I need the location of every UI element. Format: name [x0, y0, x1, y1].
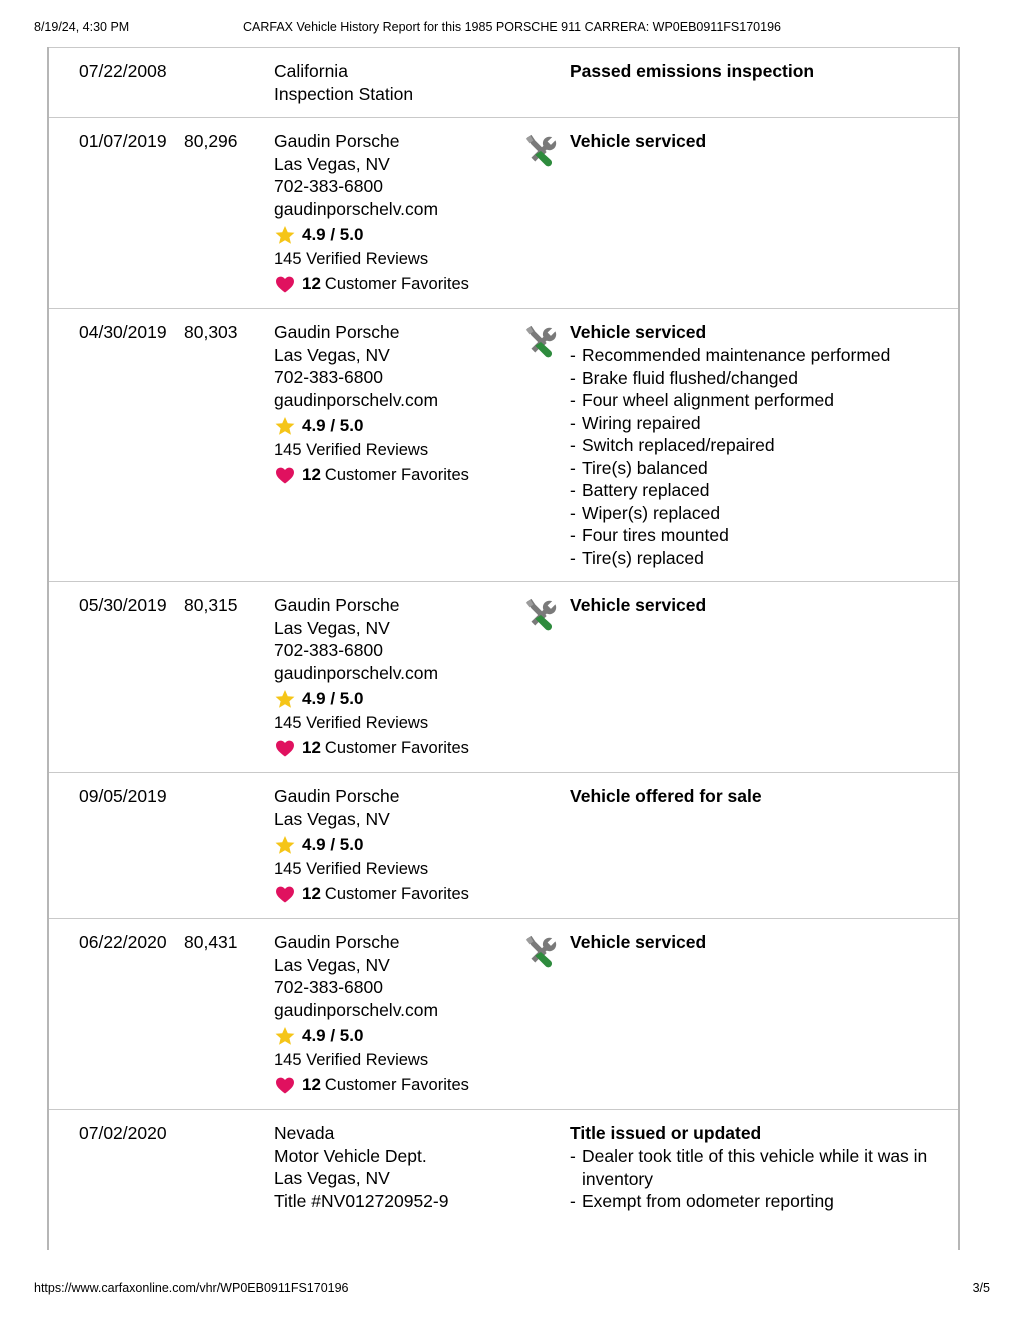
record-detail — [570, 128, 958, 296]
record-detail-item: - Wiring repaired — [570, 412, 701, 433]
record-detail — [570, 58, 958, 105]
dealer-rating — [274, 1024, 522, 1048]
dealer-rating — [274, 414, 522, 438]
dealer-reviews: 145 Verified Reviews — [274, 250, 429, 268]
record-detail-item: - Brake fluid flushed/changed — [570, 367, 798, 388]
record-odometer — [184, 1120, 274, 1213]
record-date: 05/30/2019 — [79, 595, 167, 615]
record-icon — [522, 929, 570, 1097]
record-source-line: gaudinporschelv.com — [274, 198, 439, 219]
wrench-screwdriver-icon — [522, 132, 570, 170]
record-source-line: Las Vegas, NV — [274, 808, 390, 829]
dash-marker: - — [570, 345, 576, 365]
history-record-list — [49, 47, 958, 1225]
heart-icon — [274, 464, 296, 486]
dealer-rating-value: 4.9 / 5.0 — [302, 224, 364, 244]
record-detail-item: - Recommended maintenance performed — [570, 345, 891, 365]
dash-marker: - — [570, 480, 576, 500]
history-record-row — [49, 309, 958, 582]
record-icon — [522, 592, 570, 760]
dash-marker: - — [570, 435, 576, 455]
record-source-line: Title #NV012720952-9 — [274, 1190, 449, 1211]
record-icon — [522, 783, 570, 906]
dealer-favorites — [274, 736, 522, 760]
record-odometer — [184, 783, 274, 906]
history-record-row — [49, 773, 958, 919]
dash-marker: - — [570, 1191, 576, 1211]
wrench-screwdriver-icon — [522, 596, 570, 634]
record-date: 04/30/2019 — [79, 322, 167, 342]
record-source-line: 702-383-6800 — [274, 640, 383, 660]
dealer-favorites-label: Customer Favorites — [324, 738, 469, 757]
record-source-line: Nevada — [274, 1123, 335, 1143]
dealer-reviews: 145 Verified Reviews — [274, 1051, 429, 1069]
record-source-line: gaudinporschelv.com — [274, 389, 439, 410]
record-source — [274, 929, 522, 1097]
record-detail — [570, 783, 958, 906]
heart-icon — [274, 1074, 296, 1096]
star-icon — [274, 1025, 296, 1047]
heart-icon — [274, 883, 296, 905]
star-icon — [274, 834, 296, 856]
record-detail — [570, 319, 958, 569]
star-icon — [274, 224, 296, 246]
record-detail — [570, 592, 958, 760]
record-source-line: Gaudin Porsche — [274, 932, 400, 952]
record-source-line: 702-383-6800 — [274, 367, 383, 387]
dealer-favorites-count: 12 — [302, 737, 321, 757]
record-odometer: 80,431 — [184, 932, 238, 952]
dealer-favorites-count: 12 — [302, 464, 321, 484]
record-source-line: gaudinporschelv.com — [274, 662, 439, 683]
record-source-line: Gaudin Porsche — [274, 322, 400, 342]
dealer-favorites-count: 12 — [302, 883, 321, 903]
record-source-line: Gaudin Porsche — [274, 131, 400, 151]
record-date: 07/22/2008 — [79, 61, 167, 81]
record-source — [274, 592, 522, 760]
dash-marker: - — [570, 547, 576, 568]
heart-icon — [274, 737, 296, 759]
dealer-reviews: 145 Verified Reviews — [274, 441, 429, 459]
record-date: 09/05/2019 — [79, 786, 167, 806]
record-icon — [522, 128, 570, 296]
record-source — [274, 319, 522, 569]
record-detail-item: - Four tires mounted — [570, 525, 729, 545]
dealer-rating-value: 4.9 / 5.0 — [302, 415, 364, 435]
record-detail-item: - Wiper(s) replaced — [570, 502, 721, 523]
page-number: 3/5 — [972, 1281, 990, 1295]
record-source-line: 702-383-6800 — [274, 176, 383, 196]
record-detail-title: Title issued or updated — [570, 1123, 762, 1143]
record-detail-list — [570, 344, 958, 569]
history-record-row — [49, 118, 958, 309]
record-icon — [522, 1120, 570, 1213]
record-source-line: Las Vegas, NV — [274, 153, 390, 174]
page-footer — [0, 1281, 1024, 1299]
record-source-line: Las Vegas, NV — [274, 1168, 390, 1188]
record-source — [274, 58, 522, 105]
record-source-line: Las Vegas, NV — [274, 344, 390, 365]
record-source-line: Las Vegas, NV — [274, 617, 390, 638]
record-source-line: Motor Vehicle Dept. — [274, 1145, 427, 1166]
record-detail-title: Vehicle serviced — [570, 322, 707, 342]
record-detail — [570, 929, 958, 1097]
record-icon — [522, 319, 570, 569]
record-detail — [570, 1120, 958, 1213]
record-source-line: gaudinporschelv.com — [274, 999, 439, 1020]
dealer-rating — [274, 833, 522, 857]
record-detail-title: Vehicle serviced — [570, 595, 707, 615]
dealer-rating-value: 4.9 / 5.0 — [302, 834, 364, 854]
record-detail-title: Vehicle offered for sale — [570, 786, 762, 806]
page-header — [0, 20, 1024, 40]
record-date: 01/07/2019 — [79, 131, 167, 151]
dealer-favorites-label: Customer Favorites — [324, 465, 469, 484]
dash-marker: - — [570, 457, 576, 478]
dealer-reviews: 145 Verified Reviews — [274, 714, 429, 732]
dealer-rating — [274, 223, 522, 247]
dealer-rating-value: 4.9 / 5.0 — [302, 688, 364, 708]
wrench-screwdriver-icon — [522, 323, 570, 361]
star-icon — [274, 688, 296, 710]
dealer-favorites — [274, 463, 522, 487]
record-source — [274, 1120, 522, 1213]
record-detail-item: - Switch replaced/repaired — [570, 435, 775, 455]
dash-marker: - — [570, 367, 576, 388]
dealer-favorites — [274, 1073, 522, 1097]
record-detail-title: Vehicle serviced — [570, 131, 707, 151]
record-odometer: 80,315 — [184, 595, 238, 615]
record-detail-item: - Battery replaced — [570, 480, 710, 500]
record-detail-item: - Tire(s) replaced — [570, 547, 704, 568]
dealer-reviews: 145 Verified Reviews — [274, 860, 429, 878]
dealer-favorites-count: 12 — [302, 1074, 321, 1094]
dash-marker: - — [570, 412, 576, 433]
dealer-favorites — [274, 272, 522, 296]
dash-marker: - — [570, 1146, 576, 1166]
record-date: 06/22/2020 — [79, 932, 167, 952]
record-detail-item: - Tire(s) balanced — [570, 457, 708, 478]
dash-marker: - — [570, 390, 576, 410]
record-source-line: Gaudin Porsche — [274, 595, 400, 615]
print-timestamp: 8/19/24, 4:30 PM — [34, 20, 130, 34]
record-odometer — [184, 58, 274, 105]
record-detail-item: - Exempt from odometer reporting — [570, 1191, 834, 1211]
record-odometer: 80,303 — [184, 322, 238, 342]
report-title: CARFAX Vehicle History Report for this 1985 PORSCHE 911 CARRERA: WP0EB0911FS170196 — [243, 20, 781, 34]
record-detail-item: - Dealer took title of this vehicle while it was in inventory — [570, 1146, 928, 1189]
dealer-favorites-label: Customer Favorites — [324, 274, 469, 293]
dealer-rating-value: 4.9 / 5.0 — [302, 1025, 364, 1045]
dash-marker: - — [570, 525, 576, 545]
record-detail-list — [570, 1145, 958, 1213]
dash-marker: - — [570, 502, 576, 523]
record-date: 07/02/2020 — [79, 1123, 167, 1143]
heart-icon — [274, 273, 296, 295]
star-icon — [274, 415, 296, 437]
history-record-row — [49, 47, 958, 118]
record-odometer: 80,296 — [184, 131, 238, 151]
record-detail-title: Vehicle serviced — [570, 932, 707, 952]
record-source-line: 702-383-6800 — [274, 977, 383, 997]
dealer-favorites — [274, 882, 522, 906]
history-record-row — [49, 919, 958, 1110]
dealer-favorites-label: Customer Favorites — [324, 1075, 469, 1094]
record-source-line: Inspection Station — [274, 83, 414, 104]
vehicle-history-report — [47, 47, 960, 1250]
record-source-line: Las Vegas, NV — [274, 954, 390, 975]
record-source-line: California — [274, 61, 348, 81]
dealer-favorites-count: 12 — [302, 273, 321, 293]
history-record-row — [49, 582, 958, 773]
record-detail-title: Passed emissions inspection — [570, 61, 815, 81]
record-detail-item: - Four wheel alignment performed — [570, 390, 834, 410]
record-source — [274, 783, 522, 906]
wrench-screwdriver-icon — [522, 933, 570, 971]
dealer-rating — [274, 687, 522, 711]
record-source — [274, 128, 522, 296]
dealer-favorites-label: Customer Favorites — [324, 884, 469, 903]
history-record-row — [49, 1110, 958, 1225]
record-source-line: Gaudin Porsche — [274, 786, 400, 806]
report-url[interactable]: https://www.carfaxonline.com/vhr/WP0EB0911FS170196 — [34, 1281, 349, 1295]
record-icon — [522, 58, 570, 105]
